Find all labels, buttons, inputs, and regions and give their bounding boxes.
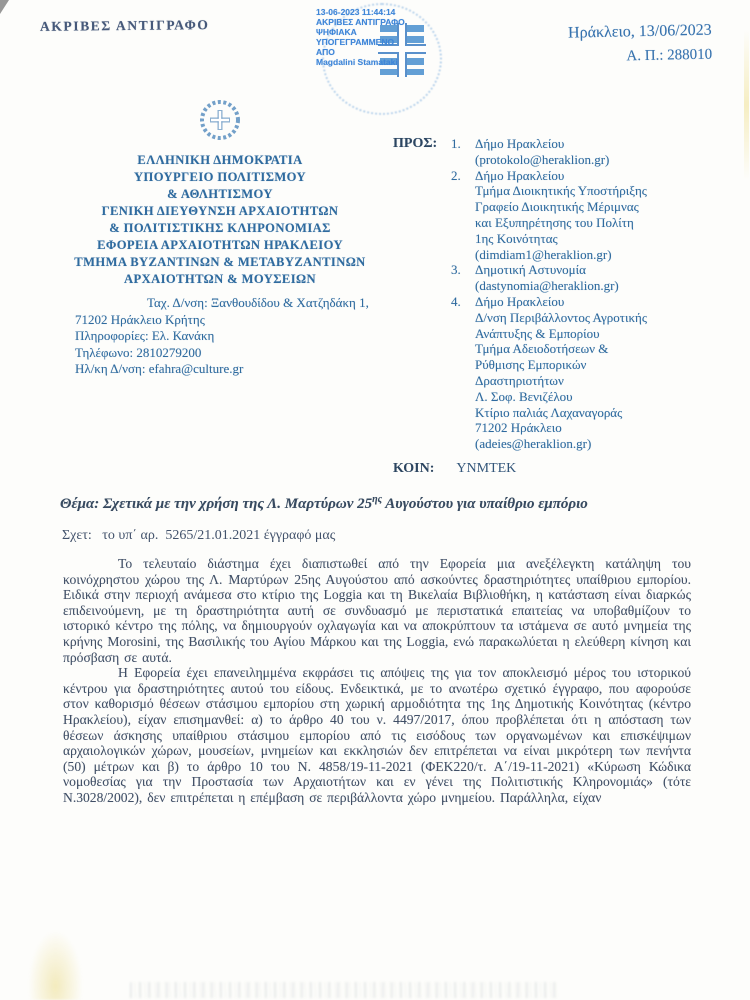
stamp-text-line: ΑΚΡΙΒΕΣ ΑΝΤΙΓΡΑΦΟ [316,17,405,27]
recipient-number: 4. [451,293,461,309]
organization-line: & ΠΟΛΙΤΙΣΤΙΚΗΣ ΚΛΗΡΟΝΟΜΙΑΣ [109,221,331,235]
recipient-number: 1. [451,136,461,151]
letterhead [55,98,385,378]
scan-smudge-right-edge [744,30,749,180]
stamp-text [316,7,466,67]
stamp-text-line: ΥΠΟΓΕΓΡΑΜΜΕΝΟ [316,37,395,47]
organization-line: ΕΛΛΗΝΙΚΗ ΔΗΜΟΚΡΑΤΙΑ [137,153,303,167]
cc-line [393,461,516,477]
recipient-number: 3. [451,262,461,278]
contact-lines [55,295,385,378]
subject-suffix: Αυγούστου για υπαίθριο εμπόριο [382,496,588,512]
date-protocol-block [482,22,713,69]
protocol-number: Α. Π.: 288010 [626,46,713,65]
scan-noise-strip [130,982,560,998]
contact-line: Τηλέφωνο: 2810279200 [75,344,202,360]
subject-prefix: Θέμα: Σχετικά με την χρήση της Λ. Μαρτύρων 25 [60,496,373,512]
recipient-number: 2. [451,167,461,183]
subject-superscript: ης [372,494,383,505]
organization-line: ΕΦΟΡΕΙΑ ΑΡΧΑΙΟΤΗΤΩΝ ΗΡΑΚΛΕΙΟΥ [97,238,343,252]
recipients-list [451,136,647,452]
cc-label: ΚΟΙΝ: [393,461,435,476]
recipient-item [451,262,647,294]
stamp-text-line: ΨΗΦΙΑΚΑ [316,27,357,37]
certified-copy-label: ΑΚΡΙΒΕΣ ΑΝΤΙΓΡΑΦΟ [39,17,210,34]
contact-line: Πληροφορίες: Ελ. Κανάκη [75,328,215,343]
hellenic-republic-emblem-icon [198,98,242,147]
digital-signature-stamp [316,7,466,107]
stamp-text-line: Magdalini Stamataki [316,57,398,67]
letter-body [63,556,691,806]
body-paragraph: Η Εφορεία έχει επανειλημμένα εκφράσει τις απόψεις της για τον αποκλεισμό μέρος του ιστορικού κέντρου για δραστηριότητες αυτού του είδους. Ενδεικτικά, με το ανωτέρω σχετικό έγγραφο, που αφορούσε στον καθορισμό θέσεων στάσιμου εμπορίου στη χωρική αρμοδιότητα της 1ης Δημοτικής Κοινότητας (κέντρο Ηρακλείου), είχαν επισημανθεί: α) το άρθρο 40 του ν. 4497/2017, όπου προβλέπεται ότι η απόσταση των θέσεων άσκησης υπαίθριου στάσιμου εμπορίου από τις εισόδους των οργανωμένων και επισκέψιμων αρχαιολογικών χώρων, μουσείων, μνημείων και εκκλησιών δεν επιτρέπεται να είναι μικρότερη των πενήντα (50) μέτρων και β) το άρθρο 10 του Ν. 4858/19-11-2021 (ΦΕΚ220/τ. Α΄/19-11-2021) «Κύρωση Κώδικα νομοθεσίας για την Προστασία των Αρχαιοτήτων και εν γένει της Πολιτιστικής Κληρονομιάς» (τότε Ν.3028/2002), δεν επιτρέπεται η επέμβαση σε περιβάλλοντα χώρο μνημείου. Παράλληλα, είχαν [63,665,691,805]
recipients-block [393,136,703,452]
contact-line: Ταχ. Δ/νση: Ξανθουδίδου & Χατζηδάκη 1, [147,295,369,310]
organization-line: ΑΡΧΑΙΟΤΗΤΩΝ & ΜΟΥΣΕΙΩΝ [124,272,316,286]
recipient-item [451,168,647,263]
reference-line: Σχετ: το υπ΄ αρ. 5265/21.01.2021 έγγραφό μας [62,528,336,543]
organization-line: ΓΕΝΙΚΗ ΔΙΕΥΘΥΝΣΗ ΑΡΧΑΙΟΤΗΤΩΝ [101,204,339,218]
recipient-lines: Δήμο Ηρακλείου (protokolo@heraklion.gr) [475,136,610,167]
city-date: Ηράκλειο, 13/06/2023 [567,21,712,42]
scan-smudge-bottom-left [28,930,83,1000]
organization-line: & ΑΘΛΗΤΙΣΜΟΥ [167,187,273,201]
stamp-text-line: ΑΠΟ [316,47,335,57]
recipients-label: ΠΡΟΣ: [393,136,438,151]
organization-line: ΤΜΗΜΑ ΒΥΖΑΝΤΙΝΩΝ & ΜΕΤΑΒΥΖΑΝΤΙΝΩΝ [74,255,366,269]
recipient-lines: Δημοτική Αστυνομία (dastynomia@heraklion.gr) [475,262,619,294]
recipient-lines: Δήμο Ηρακλείου Τμήμα Διοικητικής Υποστήριξης Γραφείο Διοικητικής Μέριμνας και Εξυπηρέτησης του Πολίτη 1ης Κοινότητας (dimdiam1@heraklion.gr) [475,167,647,262]
cc-value: ΥΝΜΤΕΚ [456,461,517,476]
recipient-lines: Δήμο Ηρακλείου Δ/νση Περιβάλλοντος Αγροτικής Ανάπτυξης & Εμπορίου Τμήμα Αδειοδοτήσεων & Ρύθμισης Εμπορικών Δραστηριοτήτων Λ. Σοφ. Βενιζέλου Κτίριο παλιάς Λαχαναγοράς 71202 Ηράκλειο (adeies@heraklion.gr) [475,293,647,452]
stamp-text-line: 13-06-2023 11:44:14 [316,7,396,17]
recipient-item [451,136,647,168]
contact-line: 71202 Ηράκλειο Κρήτης [75,311,205,327]
body-paragraph: Το τελευταίο διάστημα έχει διαπιστωθεί από την Εφορεία μια ανεξέλεγκτη κατάληψη του κοινόχρηστου χώρου της Λ. Μαρτύρων 25ης Αυγούστου από ασκούντες δραστηριότητες υπαίθριου εμπορίου. Ειδικά στην περιοχή ανάμεσα στο κτίριο της Loggia και τη Βικελαία Βιβλιοθήκη, η κατάσταση είναι διαρκώς επιδεινούμενη, με τη δραστηριότητα αυτή σε συνδυασμό με περιστατικά επαιτείας να υποβαθμίζουν το ιστορικό κέντρο της πόλης, να δημιουργούν οχλαγωγία και να αποκρύπτουν τα ιστάμενα σε αυτό μνημεία της κρήνης Morosini, της Βασιλικής του Αγίου Μάρκου και της Loggia, ενώ παρακωλύεται η ελεύθερη κίνηση και πρόσβαση σε αυτά. [63,556,691,665]
subject-line [60,494,700,513]
organization-line: ΥΠΟΥΡΓΕΙΟ ΠΟΛΙΤΙΣΜΟΥ [134,170,306,184]
scan-corner-artifact [0,0,9,14]
contact-line: Ηλ/κη Δ/νση: efahra@culture.gr [75,361,244,376]
recipient-item [451,294,647,452]
organization-lines [55,152,385,288]
